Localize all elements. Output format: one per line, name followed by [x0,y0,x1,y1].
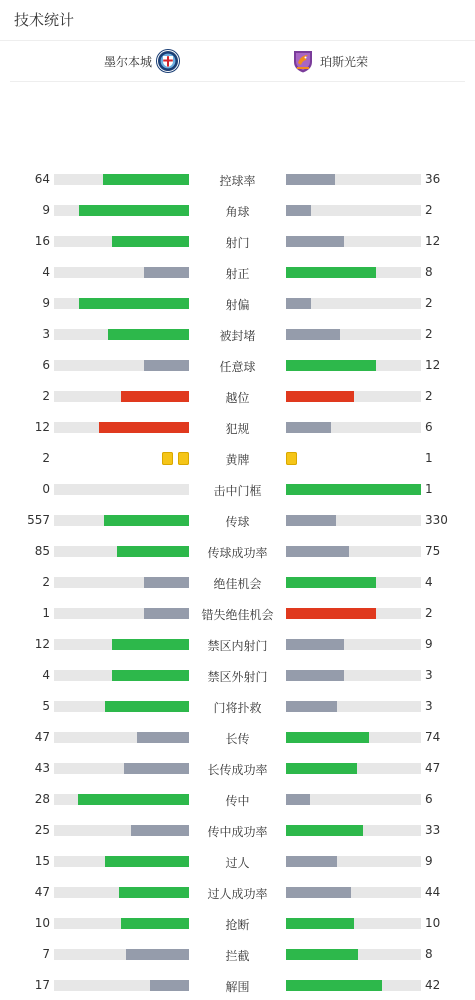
stat-label: 黄牌 [225,453,250,467]
home-stat-bar [112,639,189,650]
stat-label: 绝佳机会 [213,577,262,591]
yellow-card-icon [162,452,173,465]
stat-row [0,349,475,380]
home-stat-bar-track [54,360,189,371]
away-stat-bar-track [286,236,421,247]
home-stat-bar-track [54,298,189,309]
stat-label: 传中成功率 [207,825,268,839]
yellow-card-icon [286,452,297,465]
home-stat-bar-track [54,205,189,216]
away-stat-value: 10 [425,916,441,930]
away-stat-bar-track [286,360,421,371]
stat-label: 拦截 [225,949,250,963]
stat-label: 控球率 [219,174,256,188]
home-stat-bar-track [54,546,189,557]
away-stat-value: 2 [425,389,433,403]
away-stat-value: 2 [425,327,433,341]
home-stat-bar [79,298,189,309]
home-stat-bar-track [54,825,189,836]
away-stat-bar [286,329,340,340]
page-title: 技术统计 [0,0,475,41]
home-stat-bar-track [54,949,189,960]
away-stat-bar-track [286,794,421,805]
away-stat-bar [286,949,358,960]
home-stat-bar [144,360,189,371]
away-stat-bar-track [286,608,421,619]
away-stat-value: 36 [425,172,441,186]
home-stat-bar-track [54,639,189,650]
away-stat-bar [286,546,349,557]
home-stat-bar [112,236,189,247]
home-stat-bar-track [54,670,189,681]
home-stat-value: 16 [34,234,50,248]
away-stat-bar [286,236,344,247]
home-stat-bar-track [54,515,189,526]
away-stat-bar-track [286,639,421,650]
home-stat-bar [78,794,189,805]
away-stat-value: 47 [425,761,441,775]
away-stat-bar-track [286,205,421,216]
stat-label: 射偏 [225,298,250,312]
away-stat-bar-track [286,391,421,402]
perth-glory-crest-icon [292,49,314,73]
home-stat-bar-track [54,608,189,619]
home-stat-value: 557 [27,513,50,527]
away-stat-value: 4 [425,575,433,589]
home-stat-value: 5 [42,699,50,713]
stat-label: 越位 [225,391,250,405]
away-stat-value: 6 [425,792,433,806]
home-stat-value: 28 [34,792,50,806]
stat-row [0,721,475,752]
away-team[interactable] [292,49,368,73]
home-stat-bar-track [54,701,189,712]
away-stat-bar [286,205,311,216]
stat-row [0,752,475,783]
away-stat-bar [286,267,376,278]
away-stat-bar [286,732,369,743]
away-stat-value: 9 [425,854,433,868]
home-stat-bar [124,763,189,774]
home-stat-value: 64 [34,172,50,186]
teams-header [10,41,465,82]
stat-row [0,380,475,411]
stat-label: 长传成功率 [207,763,268,777]
stat-row [0,938,475,969]
away-stat-value: 1 [425,451,433,465]
home-stat-bar [105,856,189,867]
away-stat-bar-track [286,267,421,278]
away-stat-bar [286,484,421,495]
away-stat-bar [286,701,337,712]
home-stat-value: 3 [42,327,50,341]
home-stat-bar [131,825,189,836]
away-stat-value: 6 [425,420,433,434]
stat-row [0,163,475,194]
home-stat-value: 12 [34,637,50,651]
home-stat-bar-track [54,422,189,433]
away-stat-bar-track [286,298,421,309]
home-stat-value: 0 [42,482,50,496]
home-stat-value: 10 [34,916,50,930]
stat-row [0,318,475,349]
home-stat-value: 6 [42,358,50,372]
home-stat-bar [121,391,189,402]
stat-label: 击中门框 [213,484,262,498]
away-stat-bar-track [286,670,421,681]
home-stat-bar-track [54,391,189,402]
home-stat-bar [105,701,189,712]
home-stat-value: 17 [34,978,50,992]
away-stat-bar [286,825,363,836]
home-stat-bar [150,980,189,991]
stat-label: 角球 [225,205,250,219]
home-stat-bar [103,174,189,185]
away-stat-bar [286,174,335,185]
stat-label: 过人 [225,856,250,870]
away-stat-value: 2 [425,606,433,620]
away-stat-bar [286,794,310,805]
home-stat-value: 2 [42,389,50,403]
stat-row [0,876,475,907]
away-stat-bar-track [286,887,421,898]
home-stat-bar-track [54,856,189,867]
stat-row [0,783,475,814]
home-stat-bar-track [54,887,189,898]
stat-row [0,504,475,535]
away-stat-value: 42 [425,978,441,992]
home-stat-bar-track [54,918,189,929]
stat-label: 传中 [225,794,250,808]
home-stat-bar [112,670,189,681]
away-yellow-cards [286,452,297,465]
home-stat-bar [119,887,189,898]
stat-label: 错失绝佳机会 [201,608,274,622]
home-stat-value: 9 [42,203,50,217]
home-stat-bar [99,422,189,433]
home-stat-value: 85 [34,544,50,558]
home-stat-bar-track [54,484,189,495]
stat-label: 传球成功率 [207,546,268,560]
away-stat-bar [286,608,376,619]
away-stat-value: 8 [425,947,433,961]
home-stat-bar [144,267,189,278]
stat-row [0,597,475,628]
stat-row [0,194,475,225]
away-stat-bar [286,763,357,774]
stat-label: 过人成功率 [207,887,268,901]
home-stat-bar [121,918,189,929]
away-stat-value: 1 [425,482,433,496]
stat-label: 长传 [225,732,250,746]
stat-row [0,969,475,1000]
stat-label: 禁区外射门 [207,670,268,684]
away-stat-value: 330 [425,513,448,527]
away-stat-value: 74 [425,730,441,744]
away-stat-value: 12 [425,234,441,248]
home-stat-value: 2 [42,575,50,589]
away-stat-value: 9 [425,637,433,651]
home-stat-value: 12 [34,420,50,434]
home-stat-bar [117,546,189,557]
stat-label: 被封堵 [219,329,256,343]
stat-row [0,473,475,504]
stat-row [0,411,475,442]
home-stat-value: 25 [34,823,50,837]
away-stat-bar [286,980,382,991]
away-stat-value: 3 [425,699,433,713]
home-stat-value: 4 [42,668,50,682]
home-stat-bar-track [54,236,189,247]
home-yellow-cards [162,452,189,465]
away-stat-value: 33 [425,823,441,837]
away-stat-bar-track [286,701,421,712]
away-stat-value: 8 [425,265,433,279]
away-stat-bar-track [286,329,421,340]
home-stat-value: 9 [42,296,50,310]
home-stat-value: 1 [42,606,50,620]
away-stat-bar [286,298,311,309]
stat-row [0,535,475,566]
away-stat-value: 44 [425,885,441,899]
stat-row [0,659,475,690]
away-stat-value: 12 [425,358,441,372]
home-stat-bar-track [54,763,189,774]
away-stat-bar-track [286,732,421,743]
away-stat-bar-track [286,422,421,433]
away-stat-bar [286,422,331,433]
stat-label: 传球 [225,515,250,529]
away-stat-bar [286,515,336,526]
stat-label: 任意球 [219,360,256,374]
home-stat-bar-track [54,267,189,278]
away-stat-bar-track [286,918,421,929]
home-stat-value: 47 [34,730,50,744]
away-stat-value: 75 [425,544,441,558]
away-stat-bar-track [286,763,421,774]
away-stat-bar-track [286,546,421,557]
away-stat-bar [286,639,344,650]
away-stat-bar-track [286,577,421,588]
away-stat-bar [286,887,351,898]
away-stat-bar [286,856,337,867]
stat-row [0,225,475,256]
stat-label: 禁区内射门 [207,639,268,653]
away-team-name: 珀斯光荣 [320,54,369,69]
stat-row [0,287,475,318]
stat-label: 犯规 [225,422,250,436]
home-stat-bar-track [54,577,189,588]
away-stat-bar [286,577,376,588]
away-stat-bar-track [286,949,421,960]
away-stat-bar [286,670,344,681]
away-stat-bar-track [286,174,421,185]
home-stat-bar [104,515,189,526]
away-stat-bar [286,391,354,402]
stat-row [0,814,475,845]
home-stat-value: 7 [42,947,50,961]
home-stat-value: 43 [34,761,50,775]
home-stat-value: 47 [34,885,50,899]
yellow-card-icon [178,452,189,465]
stat-label: 抢断 [225,918,250,932]
home-stat-bar [144,608,189,619]
stat-row [0,566,475,597]
home-team-name: 墨尔本城 [103,54,152,69]
away-stat-bar-track [286,484,421,495]
stat-label: 射正 [225,267,250,281]
away-stat-bar [286,918,354,929]
stat-row [0,690,475,721]
home-stat-bar-track [54,174,189,185]
stat-label: 射门 [225,236,250,250]
stat-row [0,907,475,938]
away-stat-value: 3 [425,668,433,682]
home-team[interactable] [104,49,180,73]
home-stat-value: 15 [34,854,50,868]
home-stat-bar-track [54,329,189,340]
away-stat-value: 2 [425,203,433,217]
stat-label: 门将扑救 [213,701,262,715]
home-stat-value: 4 [42,265,50,279]
home-stat-bar-track [54,794,189,805]
home-stat-bar-track [54,980,189,991]
away-stat-value: 2 [425,296,433,310]
away-stat-bar [286,360,376,371]
away-stat-bar-track [286,856,421,867]
home-stat-bar [108,329,189,340]
away-stat-bar-track [286,825,421,836]
home-stat-bar [144,577,189,588]
stat-row [0,256,475,287]
home-stat-bar [79,205,189,216]
home-stat-bar-track [54,732,189,743]
melbourne-city-crest-icon [156,49,180,73]
home-stat-value: 2 [42,451,50,465]
away-stat-bar-track [286,980,421,991]
away-stat-bar-track [286,515,421,526]
home-stat-bar [137,732,189,743]
stat-row [0,442,475,473]
stat-label: 解围 [225,980,250,994]
stat-row [0,845,475,876]
home-stat-bar [126,949,189,960]
stat-row [0,628,475,659]
